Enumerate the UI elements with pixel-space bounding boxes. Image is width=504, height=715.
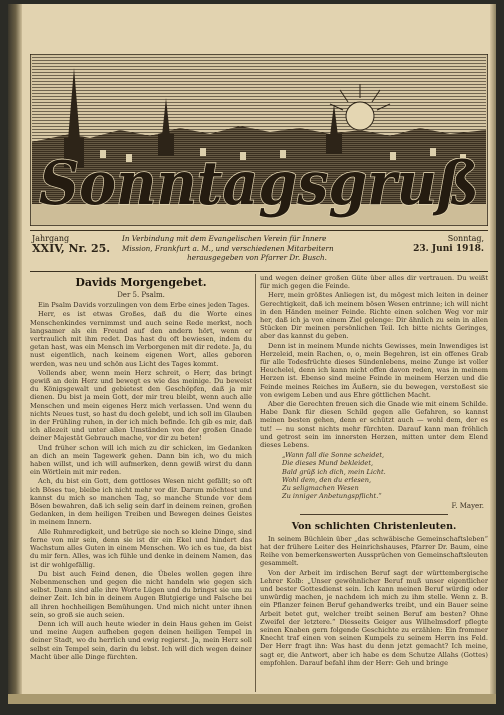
paragraph: In seinem Büchlein über „das schwäbische Gemeinschaftsleben“ hat der frühere Leiter des Heinrichshauses, Pfarrer Dr. Baum, eine Reihe von bemerkenswerten Aussprüchen von Gemeinschaftsleuten gesammelt. bbox=[260, 534, 488, 568]
publisher-block bbox=[122, 234, 392, 263]
poem-line: Bald grüß ich dich, mein Licht. bbox=[282, 467, 386, 476]
poem-line: Die dieses Mund bekleidet, bbox=[282, 459, 374, 468]
paragraph: Aber die Gerechten freuen sich die Gnade wie mit einem Schilde. Habe Dank für diesen Schild gegen alle Gefahren, so kannst meinen besten gehen, denn er schützt auch — wohl dem, der es tut! — nu sonst nichts mehr fürchten. Darauf kann man fröhlich und getrost sein im innersten Herzen, mitten unter dem Elend dieses Lebens. bbox=[260, 400, 488, 450]
paragraph: Von der Arbeit im irdischen Beruf sagt der württembergische Lehrer Kolb: „Unser gewöhnlicher Beruf muß unser eigentlicher und bester Gottesdienst sein. Ich kann meinen Beruf würdig oder unwürdig machen, je nachdem ich mich zu ihm stelle. Wenn z. B. ein Pflanzer feinen Beruf gehandwerks treibt, und ein Bauer seine Arbeit betet gut, welcher treibt seinen Beruf am besten? Ohne Zweifel der letztere.“ Diesseits Geiger aus Wilhelmsdorf pflegte seinen Knaben gern folgende Geschichte zu erzählen: Ein frommer Knecht traf einen von seinen Kumpels zu seinem Herrn ins Feld. Der Herr fragt ihn: Was hast du denn jetzt gemacht? Ich meine, sagt er, die Antwort, aber ich habe es dem Schutze Allahs (Gottes) empfohlen. Darauf befahl ihm der Herr: Geh und bringe bbox=[260, 568, 488, 667]
paragraph: Ein Psalm Davids vorzulingen von dem Erbe eines jeden Tages. bbox=[38, 301, 250, 310]
volume-number: XXIV, Nr. 25. bbox=[32, 242, 111, 255]
poem-stanza bbox=[282, 451, 488, 500]
article-heading: Von schlichten Christenleuten. bbox=[291, 520, 457, 532]
paragraph: Und früher schon will ich mich zu dir schicken, im Gedanken an dich an mein Tagewerk gehen. Dann bin ich, wo du mich haben willst, und ich will aufmerken, denn gewiß wirst du dann ein Wörtlein mit mir reden. bbox=[30, 443, 252, 477]
paragraph: Ach, du bist ein Gott, dem gottloses Wesen nicht gefällt; so oft ich Böses tue, bleibe ich nicht mehr vor dir. Darum möchtest und kannst du mich so manchen Tag, so manche Stunde vor dem Bösen bewahren, daß ich selig sein darf in deinem reinen, großen Gedanken, in dem heiligen Treiben und Bewegen deines Geistes in meinem Innern. bbox=[30, 477, 252, 527]
publisher-line: herausgegeben von Pfarrer Dr. Busch. bbox=[187, 253, 327, 262]
article-heading: Davids Morgengebet. bbox=[75, 276, 207, 289]
volume-block bbox=[32, 234, 112, 254]
column-divider bbox=[255, 274, 256, 692]
poem-line: Wohl dem, den du erlesen, bbox=[282, 475, 372, 484]
poem-line: Zu seligmachen Wesen bbox=[282, 484, 359, 493]
paragraph: Herr, es ist etwas Großes, daß du die Worte eines Menschenkindes vernimmst und auch seine Rede merkst, noch langsamer als ein Freund auf den andern hört, wenn er vertraulich mit ihm redet. Das hast du oft bewiesen, indem du getan hast, was ein Mensch im Verborgenen mit dir redete. Ja, du nust eigentlich, nach keinem eigenen Wort, alles geboren werden, was neu und schön aus Licht des Tages kommt. bbox=[30, 310, 252, 368]
year-label: Jahrgang bbox=[32, 234, 70, 243]
paragraph: Du bist auch Feind denen, die Übeles wollen gegen ihre Nebenmenschen und gegen die nicht handeln wie gegen sich selbst. Dann sind alle ihre Worte Lügen und du bringst sie um zu deiner Zeit. Ich bin in deinem Augen Blutgierige und Falsche bei all ihren hochheiligen Bemühungen. Und mich nicht unter ihnen sein, so groß sie auch seien. bbox=[30, 569, 252, 619]
masthead-woodcut bbox=[30, 54, 488, 226]
day-label: Sonntag, bbox=[447, 234, 484, 243]
date-block bbox=[406, 234, 484, 254]
right-column bbox=[260, 274, 488, 692]
publisher-line: In Verbindung mit dem Evangelischen Verein für Innere bbox=[122, 234, 327, 243]
poem-line: „Wann fall die Sonne scheidet, bbox=[282, 451, 385, 460]
paragraph: Vollends aber, wenn mein Herz schreit, o Herr, das bringt gewiß an dein Herz und bewegt es wie das meinige. Du beweist du Königsgewalt und gebietest den Geschöpfen, daß ja mir dienen. Du bist ja mein Gott, der mir treu bleibt, wenn auch alle Menschen und mein eigenes Herz mich verlassen. Und wenn du nichts Neues tust, so hast du doch gelebt, und ich soll im Glauben in der Frühling ruhen, in der ich mich befinde. Ich gib es mir, daß ich allezeit und unter allen Umständen von der großen Gnade deiner Majestät Gebrauch mache, vor dir zu beten! bbox=[30, 368, 252, 443]
author-signature: F. Mayer. bbox=[451, 502, 484, 511]
left-column bbox=[30, 274, 252, 692]
page-edge bbox=[490, 4, 496, 704]
article-subheading: Der 5. Psalm. bbox=[117, 291, 165, 299]
issue-info-bar bbox=[30, 230, 488, 272]
issue-date: 23. Juni 1918. bbox=[413, 244, 484, 254]
newspaper-page bbox=[8, 4, 496, 704]
paragraph: Denn ist in meinem Munde nichts Gewisses, mein Inwendiges ist Herzeleid, mein Rachen, o, o, mein Begehren, ist ein offenes Grab für alle Todesfrüchte dieses Sündenlebens, meine Zunge ist voller Heuchelei, denn ich kann nicht offen davon reden, was in meinem Herzen ist. Ebenso sind meine Feinde in meinem Herzen und die Feinde meines Reiches im Äußern, sie du bewegen, verstoßest sie von ewigem Leben und aus Ehre göttlichen Macht. bbox=[260, 341, 488, 399]
masthead bbox=[30, 54, 488, 226]
poem-line: Zu inniger Anbetungspflicht.“ bbox=[282, 492, 382, 501]
paragraph: Denn ich will auch heute wieder in dein Haus gehen im Geist und meine Augen aufheben gegen deinen heiligen Tempel in deiner Stadt, wo du herrlich und ewig regierst. Ja, mein Herz soll selbst ein Tempel sein, darin du lebst. Ich will dich wegen deiner Macht über alle Dinge fürchten. bbox=[30, 619, 252, 661]
page-bottom-edge bbox=[8, 694, 496, 704]
masthead-title: Sonntagsgruß bbox=[39, 149, 479, 219]
publisher-line: Mission, Frankfurt a. M., und verschiedenen Mitarbeitern bbox=[122, 243, 334, 253]
paragraph: Alle Ruhmredigkeit, und betrüge sie noch so kleine Dinge, sind ferne von mir sein, denn sie ist dir ein Ekel und hindert das Wachstum alles Guten in einem Menschen. Wo ich es tue, da bist du mir fern. Alles, was ich fühle und denke in deinem Namen, das ist dir wohlgefällig. bbox=[30, 527, 252, 569]
section-rule bbox=[300, 514, 448, 515]
book-binding bbox=[8, 4, 22, 704]
paragraph: Herr, mein größtes Anliegen ist, du mögest mich leiten in deiner Gerechtigkeit, daß ich meinem bösen Wesen entrinne; ich will nicht in den Händen meiner Feinde. Richte einen solchen Weg vor mir her, daß ich ja von einem Ziel gelenge: Dir ähnlich zu sein in allen Stücken Dir meinen persönlichen Teil. Ich bitte nichts Geringes, aber das kannst du geben. bbox=[260, 291, 488, 341]
paragraph: und wegen deiner großen Güte über alles dir vertrauen. Du weißt für mich gegen die Feinde. bbox=[260, 274, 488, 291]
